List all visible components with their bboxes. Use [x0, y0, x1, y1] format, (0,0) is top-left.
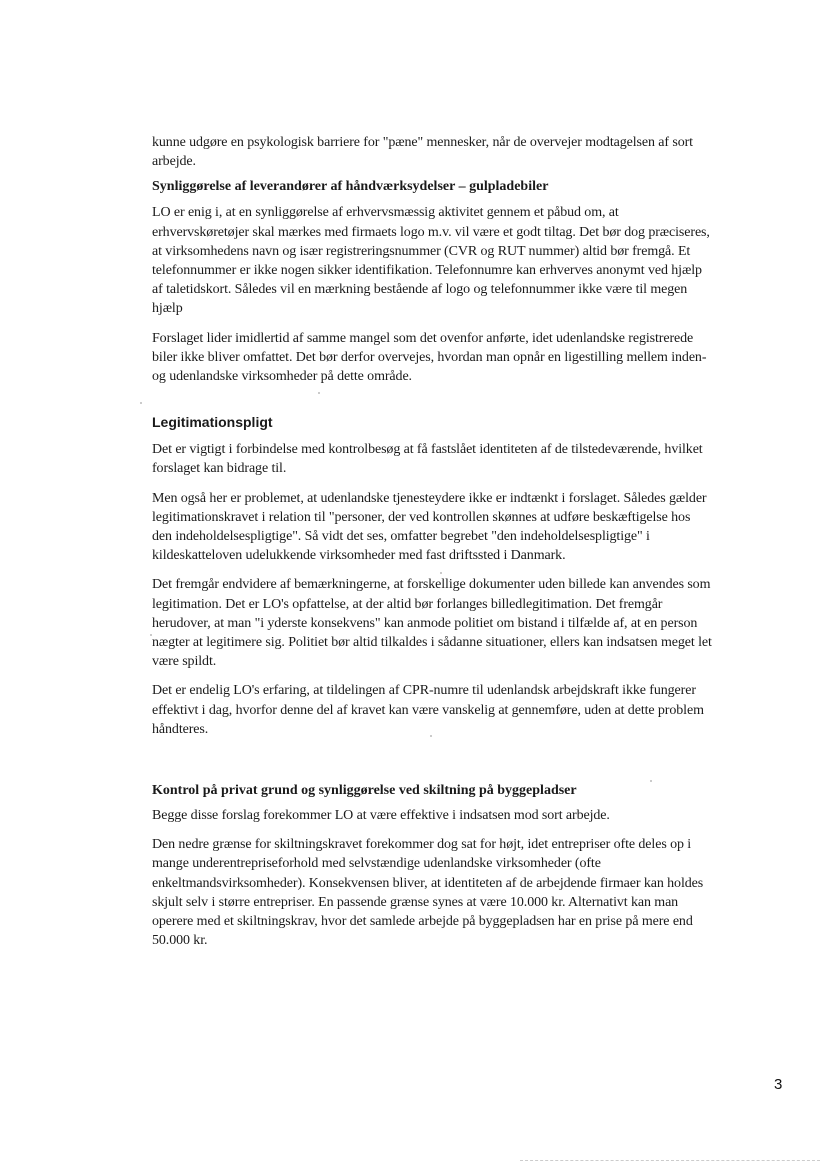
page-content [152, 133, 712, 951]
paragraph: Den nedre grænse for skiltningskravet forekommer dog sat for højt, idet entrepriser ofte deles op i mange underentrepriseforhold med selvstændige udenlandske virksomheder (ofte enkeltmandsvirksomheder). Konsekvensen bliver, at identiteten af de arbejdende firmaer kan holdes skjult selv i større entrepriser. En passende grænse synes at være 10.000 kr. Alternativt kan man operere med et skiltningskrav, hvor det samlede arbejde på byggepladsen har en prise på mere end 50.000 kr. [152, 837, 704, 949]
section-heading-kontrol-skiltning: Kontrol på privat grund og synliggørelse ved skiltning på byggepladser [152, 783, 577, 799]
scan-edge [520, 1160, 820, 1161]
scan-speck [430, 735, 432, 737]
intro-paragraph: kunne udgøre en psykologisk barriere for "pæne" mennesker, når de overvejer modtagelsen af sort arbejde. [152, 135, 693, 170]
paragraph: Det er vigtigt i forbindelse med kontrolbesøg at få fastslået identiteten af de tilstedeværende, hvilket forslaget kan bidrage til. [152, 442, 703, 477]
paragraph: Det er endelig LO's erfaring, at tildelingen af CPR-numre til udenlandsk arbejdskraft ikke fungerer effektivt i dag, hvorfor denne del af kravet kan være vanskelig at gennemføre, uden at dette problem håndteres. [152, 683, 704, 737]
paragraph: LO er enig i, at en synliggørelse af erhvervsmæssig aktivitet gennem et påbud om, at erhvervskøretøjer skal mærkes med firmaets logo m.v. vil være et godt tiltag. Det bør dog præciseres, at virksomhedens navn og især registreringsnummer (CVR og RUT nummer) altid bør fremgå. Et telefonnummer er ikke nogen sikker identifikation. Telefonnumre kan erhverves anonymt ved hjælp af taletidskort. Således vil en mærkning bestående af logo og telefonnummer ikke være til megen hjælp [152, 205, 710, 317]
scan-speck [140, 402, 142, 404]
paragraph: Forslaget lider imidlertid af samme mangel som det ovenfor anførte, idet udenlandske registrerede biler ikke bliver omfattet. Det bør derfor overvejes, hvordan man opnår en ligestilling mellem inden- og udenlandske virksomheder på dette område. [152, 330, 707, 385]
section-heading-legitimationspligt: Legitimationspligt [152, 414, 273, 431]
paragraph: Det fremgår endvidere af bemærkningerne, at forskellige dokumenter uden billede kan anvendes som legitimation. Det er LO's opfattelse, at der altid bør forlanges billedlegitimation. Det fremgår herudover, at man "i yderste konsekvens" kan anmode politiet om bistand i tilfælde af, at en person nægter at legitimere sig. Politiet bør altid tilkaldes i sådanne situationer, ellers kan indsatsen meget let være spildt. [152, 577, 712, 670]
scan-speck [440, 572, 442, 574]
scan-speck [318, 392, 320, 394]
scan-speck [650, 780, 652, 782]
page-number: 3 [774, 1076, 783, 1093]
paragraph: Men også her er problemet, at udenlandske tjenesteydere ikke er indtænkt i forslaget. Således gælder legitimationskravet i relation til "personer, der ved kontrollen skønnes at udføre beskæftigelse hos den indeholdelsespligtige". Så vidt det ses, omfatter begrebet "den indeholdelsespligtige" i kildeskatteloven udelukkende virksomheder med fast driftssted i Danmark. [152, 490, 707, 564]
section-heading-gulpladebiler: Synliggørelse af leverandører af håndværksydelser – gulpladebiler [152, 179, 549, 195]
paragraph: Begge disse forslag forekommer LO at være effektive i indsatsen mod sort arbejde. [152, 808, 610, 824]
scan-speck [150, 634, 152, 636]
